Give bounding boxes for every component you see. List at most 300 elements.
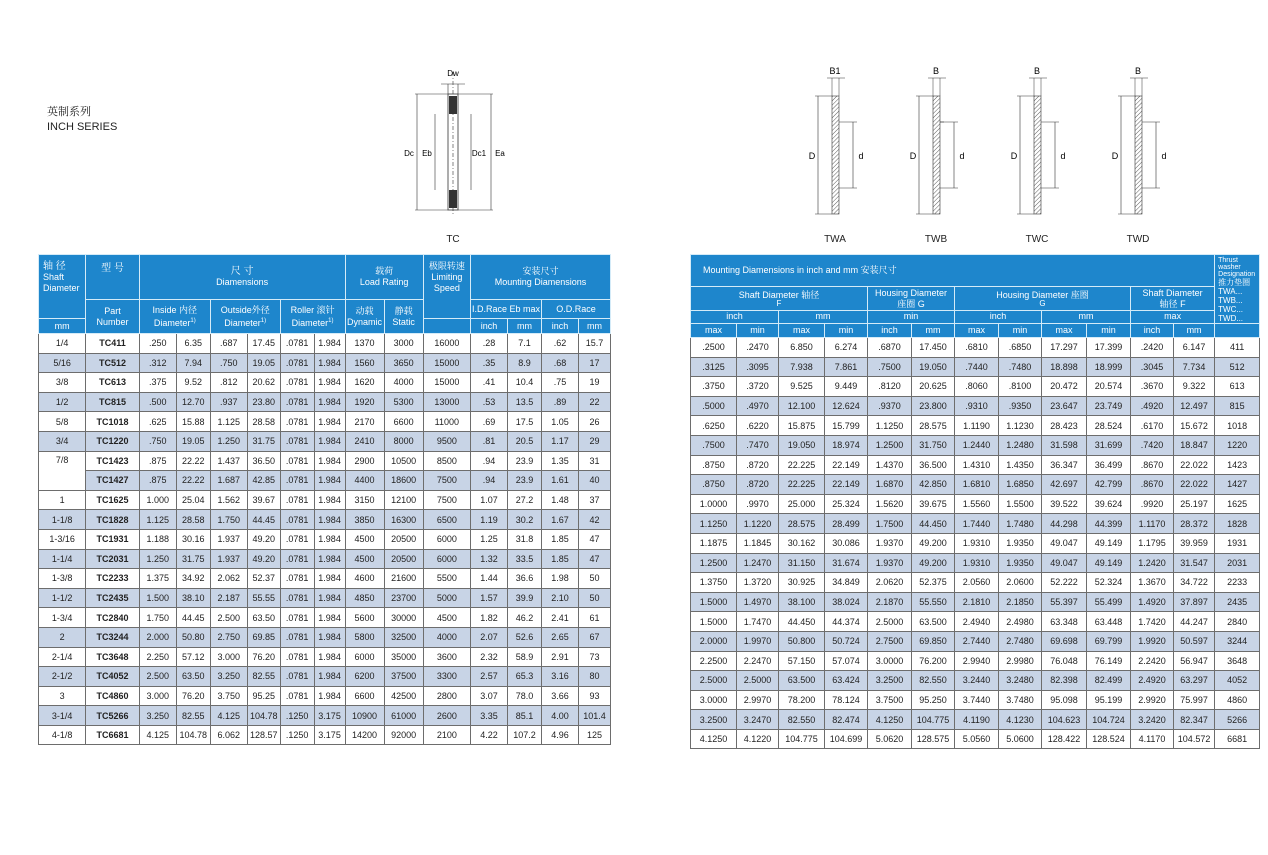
table-cell: 28.575 [912, 416, 955, 436]
table-cell: .312 [139, 353, 176, 373]
washer-table-row [691, 514, 1260, 534]
table-cell: 15000 [423, 373, 470, 393]
mounting-header-en: Mounting Diamensions [494, 277, 587, 287]
outside-sup: 1) [260, 317, 267, 324]
twc-label: TWC... [1218, 305, 1244, 314]
tc-bearing-drawing [395, 64, 510, 249]
table-cell: 76.048 [1042, 651, 1087, 671]
table-cell: 1.9970 [737, 631, 779, 651]
table-cell: 42.799 [1087, 475, 1131, 495]
tc-table-row [39, 392, 611, 412]
inside-sup: 1) [190, 317, 196, 324]
table-cell: 22.225 [779, 475, 825, 495]
speed-unit-header [423, 319, 470, 334]
table-cell: 25.324 [825, 494, 868, 514]
table-cell: 1-3/4 [39, 608, 86, 628]
dimensions-header-cn: 尺 寸 [230, 266, 254, 277]
table-cell: 69.698 [1042, 631, 1087, 651]
tc-table-row [39, 334, 611, 354]
table-cell: 2800 [423, 686, 470, 706]
table-cell: 19 [578, 373, 610, 393]
tc-caption: TC [446, 234, 460, 245]
sd2-max-header: max [1131, 310, 1215, 323]
twc-d-label: d [1060, 151, 1066, 161]
table-cell: 2.5000 [691, 671, 737, 691]
table-cell: .875 [139, 451, 176, 471]
table-cell: 2.10 [541, 588, 578, 608]
table-cell: 2.062 [210, 569, 247, 589]
table-cell: 52.375 [912, 573, 955, 593]
table-cell: .937 [210, 392, 247, 412]
table-cell: .0781 [280, 569, 314, 589]
shaft-header-cn: 轴 径 [43, 261, 66, 272]
table-cell: 22.22 [176, 451, 210, 471]
table-cell: 5500 [423, 569, 470, 589]
table-cell: 37.897 [1174, 592, 1215, 612]
table-cell: 49.149 [1087, 553, 1131, 573]
table-cell: 46.2 [508, 608, 542, 628]
table-cell: 25.197 [1174, 494, 1215, 514]
table-cell: 95.25 [247, 686, 280, 706]
twb-D-label: D [909, 151, 917, 161]
table-cell: 4052 [1215, 671, 1260, 691]
table-cell: .2500 [691, 338, 737, 358]
table-cell: 1.000 [139, 490, 176, 510]
housing-g: G [917, 298, 925, 309]
table-cell: 3.2500 [868, 671, 912, 691]
table-cell: 30000 [384, 608, 423, 628]
table-cell: 5.0560 [955, 729, 999, 749]
table-cell: 57.074 [825, 651, 868, 671]
table-cell: 20.62 [247, 373, 280, 393]
table-cell: 1.7470 [737, 612, 779, 632]
table-cell: 4.1170 [1131, 729, 1174, 749]
washer-table-row [691, 612, 1260, 632]
table-cell: 30.086 [825, 533, 868, 553]
table-cell: 1.984 [314, 471, 345, 491]
table-cell: 1.67 [541, 510, 578, 530]
tc-bearing-table-body [39, 334, 611, 745]
table-cell: TC2233 [86, 569, 139, 589]
inside-diameter-header [139, 300, 210, 334]
table-cell: 76.149 [1087, 651, 1131, 671]
u-min-1: min [737, 324, 779, 338]
table-cell: .8720 [737, 475, 779, 495]
table-cell: 15.799 [825, 416, 868, 436]
table-cell: .0781 [280, 334, 314, 354]
table-cell: 7.734 [1174, 357, 1215, 377]
twd-label: TWD... [1218, 314, 1244, 323]
table-cell: 16300 [384, 510, 423, 530]
table-cell: 27.2 [508, 490, 542, 510]
table-cell: 36.50 [247, 451, 280, 471]
table-cell: 1.1875 [691, 533, 737, 553]
table-cell: 6.35 [176, 334, 210, 354]
table-cell: 37 [578, 490, 610, 510]
table-cell: TC2435 [86, 588, 139, 608]
table-cell: 34.722 [1174, 573, 1215, 593]
table-cell: 4500 [345, 529, 384, 549]
hd-inch-header: inch [955, 310, 1042, 323]
table-cell: 1.984 [314, 392, 345, 412]
table-cell: 9.449 [825, 377, 868, 397]
table-cell: .81 [471, 431, 508, 451]
table-cell: 19.050 [912, 357, 955, 377]
speed-header-en: Limiting [431, 272, 463, 282]
table-cell: .0781 [280, 549, 314, 569]
inside-header2-text: Diameter [153, 317, 191, 328]
table-cell: 75.997 [1174, 690, 1215, 710]
table-cell: 1.85 [541, 549, 578, 569]
table-cell: 1625 [1215, 494, 1260, 514]
table-cell: 3.250 [210, 667, 247, 687]
table-cell: 76.20 [247, 647, 280, 667]
table-cell: 26 [578, 412, 610, 432]
table-cell: 6500 [423, 510, 470, 530]
table-cell: 29 [578, 431, 610, 451]
table-cell: 104.78 [247, 706, 280, 726]
table-cell: 3.175 [314, 725, 345, 745]
table-cell: .2420 [1131, 338, 1174, 358]
table-cell: 49.047 [1042, 533, 1087, 553]
table-cell: TC3244 [86, 627, 139, 647]
table-cell: 23.9 [508, 471, 542, 491]
table-cell: 9.322 [1174, 377, 1215, 397]
table-cell: TC815 [86, 392, 139, 412]
table-cell: .3670 [1131, 377, 1174, 397]
table-cell: 1.25 [471, 529, 508, 549]
table-cell: .1250 [280, 725, 314, 745]
table-cell: 44.399 [1087, 514, 1131, 534]
table-cell: 69.799 [1087, 631, 1131, 651]
table-cell: 1.2440 [955, 435, 999, 455]
washer-table-row [691, 435, 1260, 455]
twa-washer-drawing [805, 64, 875, 249]
twb-washer-svg [906, 64, 976, 224]
table-cell: 36.499 [1087, 455, 1131, 475]
table-cell: 18.974 [825, 435, 868, 455]
table-cell: 18.898 [1042, 357, 1087, 377]
washer-table-row [691, 710, 1260, 730]
table-cell: .0781 [280, 353, 314, 373]
tc-eb-label: Eb [422, 149, 432, 158]
table-cell: 5/8 [39, 412, 86, 432]
table-cell: 31.150 [779, 553, 825, 573]
table-cell: .375 [139, 373, 176, 393]
tc-table-row [39, 569, 611, 589]
table-cell: 104.78 [176, 725, 210, 745]
twd-caption: TWD [1126, 234, 1150, 245]
table-cell: .5000 [691, 396, 737, 416]
table-cell: 95.250 [912, 690, 955, 710]
table-cell: 2.500 [210, 608, 247, 628]
table-cell: 128.575 [912, 729, 955, 749]
table-cell: .687 [210, 334, 247, 354]
table-cell: 1.984 [314, 451, 345, 471]
table-cell: 37500 [384, 667, 423, 687]
table-cell: 4.125 [139, 725, 176, 745]
table-cell: 22.149 [825, 475, 868, 495]
table-cell: .8750 [691, 455, 737, 475]
table-cell: 31.547 [1174, 553, 1215, 573]
table-cell: 1.984 [314, 569, 345, 589]
table-cell: 17 [578, 353, 610, 373]
table-cell: 12.100 [779, 396, 825, 416]
table-cell: 1.82 [471, 608, 508, 628]
table-cell: 19.050 [779, 435, 825, 455]
table-cell: 3.7480 [999, 690, 1042, 710]
table-cell: .6810 [955, 338, 999, 358]
table-cell: 82.55 [247, 667, 280, 687]
table-cell: 7.1 [508, 334, 542, 354]
table-cell: 2233 [1215, 573, 1260, 593]
table-cell: .750 [210, 353, 247, 373]
table-cell: 34.849 [825, 573, 868, 593]
table-cell: .62 [541, 334, 578, 354]
table-cell: 42 [578, 510, 610, 530]
table-cell: .3095 [737, 357, 779, 377]
table-cell: 3.750 [210, 686, 247, 706]
table-cell: 20.5 [508, 431, 542, 451]
tc-table-row [39, 471, 611, 491]
table-cell: 6.147 [1174, 338, 1215, 358]
table-cell: 1.4370 [868, 455, 912, 475]
dimensions-header-en: Diamensions [216, 277, 269, 287]
table-cell: 4500 [345, 549, 384, 569]
table-cell: 49.047 [1042, 553, 1087, 573]
table-cell: 15.672 [1174, 416, 1215, 436]
table-cell: 3.16 [541, 667, 578, 687]
table-cell: TC6681 [86, 725, 139, 745]
tc-table-row [39, 510, 611, 530]
shaft-diameter2-text: Shaft Diameter [1142, 287, 1203, 298]
roller-header2 [281, 316, 345, 329]
washer-table-row [691, 416, 1260, 436]
table-cell: 1.9310 [955, 533, 999, 553]
table-cell: 1.5500 [999, 494, 1042, 514]
washer-label: washer [1218, 264, 1241, 271]
inside-header2 [140, 316, 210, 329]
table-cell: 18600 [384, 471, 423, 491]
table-cell: 1.984 [314, 431, 345, 451]
table-cell: 1.1250 [691, 514, 737, 534]
table-cell: 2031 [1215, 553, 1260, 573]
table-cell: 22.022 [1174, 475, 1215, 495]
table-cell: 63.448 [1087, 612, 1131, 632]
table-cell: 1.687 [210, 471, 247, 491]
table-cell: 33.5 [508, 549, 542, 569]
table-cell: TC1423 [86, 451, 139, 471]
table-cell: 25.000 [779, 494, 825, 514]
twc-b-label: B [1033, 66, 1041, 76]
series-title-en: INCH SERIES [47, 121, 118, 133]
table-cell: 2900 [345, 451, 384, 471]
table-cell: 3.2480 [999, 671, 1042, 691]
table-cell: 5266 [1215, 710, 1260, 730]
table-cell: 1.32 [471, 549, 508, 569]
table-cell: 50.80 [176, 627, 210, 647]
table-cell: 2.4920 [1131, 671, 1174, 691]
shaft-diameter-max-header [1131, 287, 1215, 310]
table-cell: 8500 [423, 451, 470, 471]
washer-table-row [691, 338, 1260, 358]
table-cell: 12100 [384, 490, 423, 510]
table-cell: .53 [471, 392, 508, 412]
table-cell: 57.150 [779, 651, 825, 671]
part-header: Part [104, 305, 121, 316]
table-cell: 1.250 [210, 431, 247, 451]
table-cell: TC3648 [86, 647, 139, 667]
housing-diameter-header [955, 287, 1131, 310]
table-cell: 1.4920 [1131, 592, 1174, 612]
table-cell: 2-1/4 [39, 647, 86, 667]
designation-label: Designation [1218, 271, 1256, 278]
twc-D-label: D [1010, 151, 1018, 161]
table-cell: 9500 [423, 431, 470, 451]
table-cell: 93 [578, 686, 610, 706]
table-cell: 6000 [345, 647, 384, 667]
table-cell: 1.0000 [691, 494, 737, 514]
table-cell: 2.0000 [691, 631, 737, 651]
table-cell: 1.984 [314, 667, 345, 687]
table-cell: 3.2470 [737, 710, 779, 730]
table-cell: .68 [541, 353, 578, 373]
table-cell: 28.58 [176, 510, 210, 530]
table-cell: 80 [578, 667, 610, 687]
table-cell: 2.2470 [737, 651, 779, 671]
tc-ea-label: Ea [495, 149, 505, 158]
table-cell: 31.750 [912, 435, 955, 455]
table-cell: 3/4 [39, 431, 86, 451]
shaft-header-en: Shaft [43, 272, 65, 282]
table-cell: 6.062 [210, 725, 247, 745]
table-cell: 2.57 [471, 667, 508, 687]
table-cell: 3244 [1215, 631, 1260, 651]
table-cell: 2.65 [541, 627, 578, 647]
tc-table-row [39, 529, 611, 549]
table-cell: 1.7440 [955, 514, 999, 534]
table-cell: 39.675 [912, 494, 955, 514]
table-cell: 2.5000 [868, 612, 912, 632]
washer-table-row [691, 651, 1260, 671]
table-cell: 7500 [423, 490, 470, 510]
table-cell: 1.2420 [1131, 553, 1174, 573]
housing-diameter-sub [868, 299, 954, 310]
table-cell: 104.724 [1087, 710, 1131, 730]
hd-min-header: min [868, 310, 955, 323]
table-cell: 2.500 [139, 667, 176, 687]
table-cell: 22 [578, 392, 610, 412]
table-cell: 50.724 [825, 631, 868, 651]
table-cell: .0781 [280, 392, 314, 412]
housing-cn: 座圈 [897, 298, 916, 309]
table-cell: .9310 [955, 396, 999, 416]
shaft-unit-header: mm [39, 319, 86, 334]
table-cell: .6850 [999, 338, 1042, 358]
washer-table-row [691, 553, 1260, 573]
table-cell: 30.2 [508, 510, 542, 530]
table-cell: 5300 [384, 392, 423, 412]
twc-washer-svg [1007, 64, 1077, 224]
table-cell: 1.1190 [955, 416, 999, 436]
table-cell: 8.9 [508, 353, 542, 373]
type-header-cn: 型 号 [86, 255, 139, 300]
table-cell: 25.04 [176, 490, 210, 510]
table-cell: 3.0000 [868, 651, 912, 671]
table-cell: 5600 [345, 608, 384, 628]
table-cell: 20.472 [1042, 377, 1087, 397]
shaft2-f: F [1180, 298, 1186, 309]
table-cell: 7.861 [825, 357, 868, 377]
tc-table-row [39, 588, 611, 608]
housing-diameter-min-header [868, 287, 955, 310]
twd-washer-svg [1108, 64, 1178, 224]
table-cell: 15.88 [176, 412, 210, 432]
table-cell: 30.162 [779, 533, 825, 553]
speed-header-cn: 极限转速 [428, 261, 465, 271]
washer-table-row [691, 631, 1260, 651]
speed-header [423, 255, 470, 319]
table-cell: 2.4980 [999, 612, 1042, 632]
load-rating-header-en: Load Rating [359, 277, 409, 287]
table-cell: .0781 [280, 373, 314, 393]
table-cell: 2.187 [210, 588, 247, 608]
table-cell: 5.0620 [868, 729, 912, 749]
table-cell: 5.0600 [999, 729, 1042, 749]
table-cell: TC1018 [86, 412, 139, 432]
table-cell: 1931 [1215, 533, 1260, 553]
table-cell: .3125 [691, 357, 737, 377]
twd-washer-drawing [1108, 64, 1178, 249]
table-cell: 2.91 [541, 647, 578, 667]
table-cell: 4000 [384, 373, 423, 393]
table-cell: 2.2500 [691, 651, 737, 671]
outside-header: Outside外径 [220, 304, 270, 315]
table-cell: TC4052 [86, 667, 139, 687]
table-cell: 1.07 [471, 490, 508, 510]
table-cell: .6250 [691, 416, 737, 436]
table-cell: TC5266 [86, 706, 139, 726]
twa-label: TWA... [1218, 287, 1243, 296]
series-heading [47, 105, 117, 135]
table-cell: 3.07 [471, 686, 508, 706]
table-cell: .89 [541, 392, 578, 412]
table-cell: .6220 [737, 416, 779, 436]
twa-washer-svg [805, 64, 875, 224]
table-cell: 17.399 [1087, 338, 1131, 358]
table-cell: 12.624 [825, 396, 868, 416]
table-cell: 1.562 [210, 490, 247, 510]
table-cell: 17.45 [247, 334, 280, 354]
dynamic-header-cn: 动载 [355, 305, 374, 316]
table-cell: 1.984 [314, 490, 345, 510]
table-cell: 125 [578, 725, 610, 745]
table-cell: 1.2500 [691, 553, 737, 573]
load-rating-header-cn: 载荷 [375, 266, 394, 276]
table-cell: 1.984 [314, 549, 345, 569]
washer-mounting-table [690, 254, 1260, 749]
washer-mounting-table-body [691, 338, 1260, 749]
table-cell: 3600 [423, 647, 470, 667]
table-cell: .0781 [280, 627, 314, 647]
table-cell: 31.598 [1042, 435, 1087, 455]
table-cell: 19.05 [247, 353, 280, 373]
thrust-label: Thrust [1218, 257, 1238, 264]
table-cell: 13000 [423, 392, 470, 412]
table-cell: 38.10 [176, 588, 210, 608]
table-cell: 31.75 [247, 431, 280, 451]
twb-b-label: B [932, 66, 940, 76]
